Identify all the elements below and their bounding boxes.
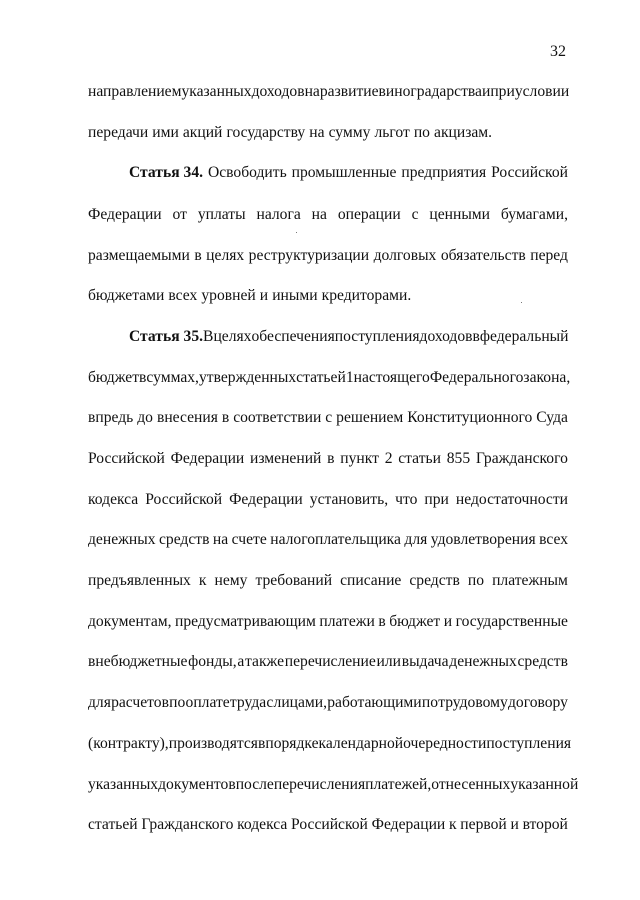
word: платежей, <box>365 776 432 793</box>
word: предусматривающим <box>175 613 316 630</box>
word: счете <box>231 531 267 548</box>
word: ими <box>152 124 179 141</box>
word: предъявленных <box>88 572 191 589</box>
word: от <box>172 206 187 223</box>
word: Федерации <box>371 816 446 833</box>
word: порядке <box>265 735 319 752</box>
word: удовлетворения <box>430 531 536 548</box>
word: до <box>137 409 153 426</box>
word: расчетов <box>111 694 169 711</box>
word: средств <box>409 572 460 589</box>
word: реструктуризации <box>248 247 370 264</box>
article-heading: Статья 35. <box>129 328 204 345</box>
word: при <box>424 491 449 508</box>
text-line <box>88 530 568 550</box>
word: и <box>481 83 491 100</box>
text-line <box>88 246 568 266</box>
word: уплаты <box>197 206 246 223</box>
word: и <box>443 613 453 630</box>
word: 855 <box>446 450 471 467</box>
word: отнесенных <box>431 776 511 793</box>
word: бюджет <box>88 369 140 386</box>
word: пункт <box>340 450 379 467</box>
text-line <box>88 571 568 591</box>
word: по <box>467 572 485 589</box>
word: Российской <box>88 450 165 467</box>
word: виноградарства <box>378 83 482 100</box>
word: предприятия <box>401 164 487 181</box>
word: Российской <box>145 491 223 508</box>
word: первой <box>460 816 507 833</box>
word: операции <box>337 206 401 223</box>
text-line <box>88 775 579 795</box>
word: соответствии <box>233 409 322 426</box>
page-number: 32 <box>550 43 566 60</box>
word: государственные <box>455 613 568 630</box>
word: а <box>237 653 245 670</box>
word: с <box>266 694 274 711</box>
word: бумагами, <box>500 206 568 223</box>
word: Гражданского <box>141 816 234 833</box>
word: Федерации <box>170 450 245 467</box>
word: лицами, <box>273 694 328 711</box>
word: целях <box>206 247 245 264</box>
word: иными <box>272 287 318 304</box>
word: в <box>472 328 480 345</box>
word: денежных <box>449 653 517 670</box>
word: бюджет <box>389 613 441 630</box>
word: оплате <box>185 694 230 711</box>
word: после <box>235 776 274 793</box>
word: налога <box>256 206 301 223</box>
word: 1 <box>345 369 354 386</box>
word: Конституционного <box>407 409 533 426</box>
word: всех <box>539 531 568 548</box>
word: кредиторами. <box>321 287 412 304</box>
text-line <box>88 205 568 225</box>
word: изменений <box>250 450 322 467</box>
word: договору <box>507 694 568 711</box>
text-line <box>88 734 572 754</box>
word: или <box>376 653 401 670</box>
word: документов <box>158 776 236 793</box>
word: целях <box>213 328 252 345</box>
word: доходов <box>251 83 305 100</box>
word: труда <box>229 694 267 711</box>
word: с <box>411 206 419 223</box>
word: перечисления <box>273 776 366 793</box>
word: акций <box>182 124 223 141</box>
word: Федерального <box>429 369 524 386</box>
word: указанных <box>88 776 159 793</box>
text-line <box>129 163 568 183</box>
word: сумму <box>328 124 371 141</box>
word: трудовому <box>438 694 508 711</box>
word: на <box>304 83 320 100</box>
word: к <box>449 816 457 833</box>
word: статьей <box>88 816 138 833</box>
word: в <box>221 409 230 426</box>
word: указанных <box>181 83 252 100</box>
word: Российской <box>291 816 368 833</box>
text-line <box>88 612 568 632</box>
text-line <box>129 327 568 347</box>
word: закона, <box>523 369 571 386</box>
word: работающими <box>327 694 422 711</box>
text-line <box>88 693 568 713</box>
word: Российской <box>491 164 568 181</box>
word: направлением <box>88 83 182 100</box>
word: поступления <box>486 735 572 752</box>
word: нему <box>214 572 248 589</box>
word: впредь <box>88 409 134 426</box>
word: акцизам. <box>434 124 493 141</box>
word: платежи <box>319 613 375 630</box>
word: по <box>169 694 186 711</box>
word: всех <box>168 287 198 304</box>
word: льгот <box>374 124 410 141</box>
scan-speck <box>296 232 297 233</box>
word: на <box>309 124 325 141</box>
word: денежных <box>88 531 156 548</box>
word: что <box>395 491 418 508</box>
word: Суда <box>536 409 568 426</box>
text-line <box>88 408 568 428</box>
word: развитие <box>319 83 379 100</box>
word: решением <box>336 409 404 426</box>
word: очередности <box>403 735 487 752</box>
word: по <box>421 694 438 711</box>
word: обеспечения <box>251 328 335 345</box>
word: платежным <box>492 572 568 589</box>
word: налогоплательщика <box>270 531 401 548</box>
word: доходов <box>419 328 473 345</box>
word: к <box>198 572 207 589</box>
word: по <box>413 124 430 141</box>
word: промышленные <box>291 164 397 181</box>
word: производятся <box>168 735 258 752</box>
word: передачи <box>88 124 149 141</box>
word: суммах, <box>146 369 199 386</box>
word: документам, <box>88 613 172 630</box>
word: и <box>510 816 519 833</box>
word: Федерации <box>88 206 162 223</box>
word: списание <box>340 572 402 589</box>
word: ценными <box>429 206 491 223</box>
word: второй <box>522 816 568 833</box>
word: 2 <box>384 450 393 467</box>
word: долговых <box>373 247 437 264</box>
scan-speck <box>521 302 522 303</box>
word: недостаточности <box>455 491 568 508</box>
word: в <box>139 369 147 386</box>
word: на <box>212 531 229 548</box>
word: и <box>259 287 269 304</box>
text-line <box>88 368 571 388</box>
text-line <box>88 123 568 143</box>
word: средств <box>517 653 568 670</box>
word: государству <box>226 124 306 141</box>
word: Гражданского <box>475 450 568 467</box>
word: средств <box>158 531 210 548</box>
word: поступления <box>334 328 420 345</box>
text-line <box>88 82 568 102</box>
word: условии <box>514 83 570 100</box>
word: Федерации <box>229 491 303 508</box>
word: фонды, <box>188 653 237 670</box>
word: также <box>245 653 285 670</box>
word: размещаемыми <box>88 247 190 264</box>
word: перед <box>530 247 568 264</box>
word: Освободить <box>207 164 287 181</box>
word: внебюджетные <box>88 653 188 670</box>
word: обязательств <box>440 247 526 264</box>
word: в <box>378 613 386 630</box>
word: кодекса <box>237 816 288 833</box>
word: утвержденных <box>198 369 297 386</box>
text-line <box>88 490 568 510</box>
word: кодекса <box>88 491 139 508</box>
text-line <box>88 815 568 835</box>
word: в <box>194 247 202 264</box>
text-line <box>88 652 568 672</box>
word: календарной <box>318 735 404 752</box>
word: установить, <box>309 491 389 508</box>
text-line <box>88 286 568 306</box>
word: требований <box>255 572 333 589</box>
word: (контракту), <box>88 735 169 752</box>
word: на <box>311 206 327 223</box>
word: федеральный <box>479 328 569 345</box>
word: В <box>203 328 214 345</box>
word: в <box>257 735 266 752</box>
word: бюджетами <box>88 287 165 304</box>
word: для <box>404 531 428 548</box>
word: статьи <box>398 450 441 467</box>
word: уровней <box>201 287 256 304</box>
word: настоящего <box>353 369 430 386</box>
word: в <box>327 450 335 467</box>
text-line <box>88 449 568 469</box>
article-heading: Статья 34. <box>129 164 204 181</box>
word: для <box>88 694 111 711</box>
word: при <box>490 83 515 100</box>
word: внесения <box>156 409 218 426</box>
word: статьей <box>296 369 346 386</box>
word: указанной <box>510 776 579 793</box>
word: с <box>325 409 333 426</box>
word: перечисление <box>284 653 376 670</box>
word: выдача <box>401 653 449 670</box>
